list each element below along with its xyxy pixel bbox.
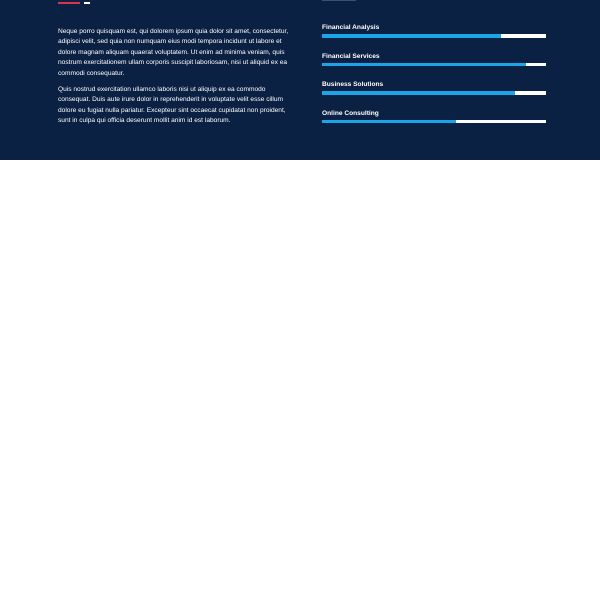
skill-label: Financial Analysis <box>322 24 380 31</box>
accent-line-white <box>84 2 90 4</box>
skill-online-consulting <box>322 110 546 139</box>
skill-financial-services <box>322 53 546 82</box>
skill-financial-analysis <box>322 24 546 53</box>
skill-label: Online Consulting <box>322 109 379 117</box>
skill-progress-track <box>322 91 546 95</box>
skill-label: Financial Services <box>322 52 380 60</box>
skill-progress-fill <box>322 34 501 38</box>
about-skills-section <box>0 0 600 160</box>
skill-progress-track <box>322 34 546 38</box>
about-paragraph-2: Quis nostrud exercitation ullamco laboris nisi ut aliquip ex ea commodo consequat. Duis aute irure dolor in reprehenderit in voluptate velit esse cillum dolore eu fugiat nulla pariatur. Excepteur sint occaecat cupidatat non proident, sunt in culpa qui officia deserunt mollit anim id est laborum. <box>58 86 286 125</box>
skill-business-solutions <box>322 81 546 110</box>
skill-progress-fill <box>322 63 526 67</box>
page-blank-area <box>0 160 600 600</box>
skills-heading-underline <box>322 0 356 1</box>
about-text <box>58 27 296 133</box>
skills-list <box>322 24 546 138</box>
accent-line-red <box>58 2 80 4</box>
about-paragraph-1: Neque porro quisquam est, qui dolorem ipsum quia dolor sit amet, consectetur, adipisci velit, sed quia non numquam eius modi tempora incidunt ut labore et dolore magnam aliquam quaerat voluptatem. Ut enim ad minima veniam, quis nostrum exercitationem ullam corporis suscipit laboriosam, nisi ut aliquid ex ea commodi consequatur. <box>58 28 289 77</box>
skill-label: Business Solutions <box>322 81 384 88</box>
skill-progress-track <box>322 120 546 124</box>
skill-progress-track <box>322 63 546 67</box>
skill-progress-fill <box>322 91 515 95</box>
skill-progress-fill <box>322 120 456 124</box>
